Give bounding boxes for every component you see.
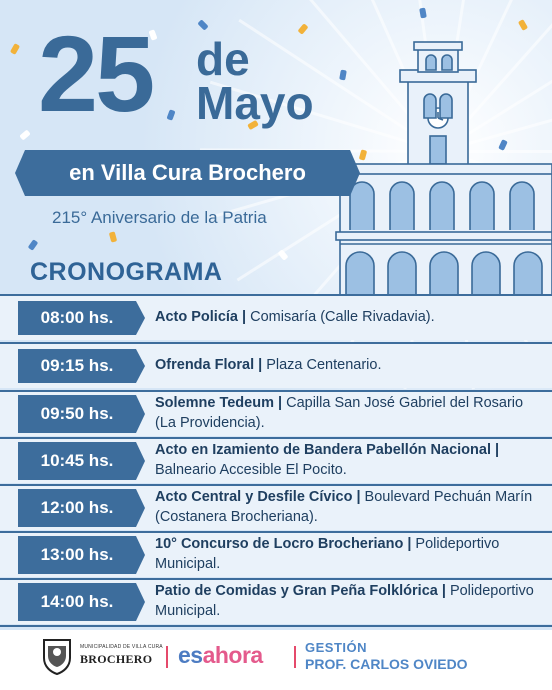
confetti-piece — [277, 249, 288, 261]
event-location: Polideportivo Municipal. — [155, 583, 534, 619]
schedule-time: 13:00 hs. — [18, 536, 136, 574]
schedule-description — [155, 393, 535, 433]
confetti-piece — [419, 8, 427, 19]
gestion-name: PROF. CARLOS OVIEDO — [305, 656, 468, 672]
schedule-description — [155, 440, 535, 480]
event-title: Ofrenda Floral | — [155, 357, 263, 373]
municipality-small-text: MUNICIPALIDAD DE VILLA CURA — [80, 644, 163, 650]
row-divider — [0, 390, 552, 392]
place-text: en Villa Cura Brochero — [69, 160, 306, 185]
schedule-time: 12:00 hs. — [18, 489, 136, 527]
confetti-piece — [297, 23, 308, 35]
anniversary-subtitle: 215° Aniversario de la Patria — [52, 208, 267, 227]
time-arrow-tip — [136, 536, 145, 574]
confetti-piece — [166, 109, 175, 120]
row-divider — [0, 294, 552, 296]
schedule-row — [0, 390, 552, 436]
event-title: Acto Policía | — [155, 309, 247, 325]
schedule-row — [0, 342, 552, 388]
separator — [294, 646, 296, 668]
schedule-row — [0, 531, 552, 577]
event-title: Solemne Tedeum | — [155, 395, 283, 411]
time-arrow-tip — [136, 349, 145, 383]
time-arrow-tip — [136, 395, 145, 433]
schedule-description — [155, 581, 535, 621]
title-day: 25 — [38, 13, 153, 134]
event-location: Capilla San José Gabriel del Rosario (La Providencia). — [155, 395, 524, 431]
cabildo-building-illustration — [330, 40, 552, 310]
confetti-piece — [197, 19, 208, 30]
row-divider — [0, 531, 552, 533]
confetti-piece — [10, 43, 20, 55]
title-de: de — [196, 33, 250, 85]
row-divider — [0, 578, 552, 580]
row-divider — [0, 342, 552, 344]
event-location: Balneario Accesible El Pocito. — [155, 462, 347, 478]
event-title: 10° Concurso de Locro Brocheriano | — [155, 536, 412, 552]
time-arrow-tip — [136, 301, 145, 335]
municipal-crest-icon — [40, 636, 74, 676]
slogan-es: es — [178, 642, 203, 668]
separator — [166, 646, 168, 668]
schedule-description — [155, 534, 535, 574]
event-title: Patio de Comidas y Gran Peña Folklórica | — [155, 583, 446, 599]
schedule-description — [155, 355, 535, 375]
confetti-piece — [28, 239, 39, 251]
event-location: Comisaría (Calle Rivadavia). — [246, 309, 435, 325]
schedule-description — [155, 487, 535, 527]
title-month: Mayo — [196, 77, 314, 129]
footer — [0, 630, 552, 690]
confetti-piece — [109, 231, 117, 242]
row-divider — [0, 484, 552, 486]
schedule-row — [0, 294, 552, 340]
confetti-piece — [518, 19, 528, 31]
time-arrow-tip — [136, 583, 145, 621]
event-location: Boulevard Pechuán Marín (Costanera Brocheriana). — [155, 489, 533, 525]
time-arrow-tip — [136, 442, 145, 480]
gestion-label: GESTIÓN — [305, 640, 368, 655]
schedule-row — [0, 437, 552, 483]
schedule-time: 14:00 hs. — [18, 583, 136, 621]
time-arrow-tip — [136, 489, 145, 527]
schedule-description — [155, 307, 535, 327]
event-location: Plaza Centenario. — [262, 357, 382, 373]
schedule-time: 09:15 hs. — [18, 349, 136, 383]
slogan-logo — [178, 642, 263, 669]
slogan-ahora: ahora — [202, 642, 263, 668]
confetti-piece — [19, 129, 31, 140]
event-title: Acto Central y Desfile Cívico | — [155, 489, 361, 505]
schedule-time: 10:45 hs. — [18, 442, 136, 480]
section-title: CRONOGRAMA — [30, 258, 223, 286]
row-divider — [0, 437, 552, 439]
row-divider — [0, 625, 552, 627]
event-title: Acto en Izamiento de Bandera Pabellón Nacional | — [155, 442, 500, 458]
schedule-row — [0, 484, 552, 530]
municipality-name: BROCHERO — [80, 652, 153, 666]
place-banner — [25, 150, 350, 196]
schedule-time: 09:50 hs. — [18, 395, 136, 433]
schedule-row — [0, 578, 552, 624]
schedule-time: 08:00 hs. — [18, 301, 136, 335]
event-location: Polideportivo Municipal. — [155, 536, 500, 572]
